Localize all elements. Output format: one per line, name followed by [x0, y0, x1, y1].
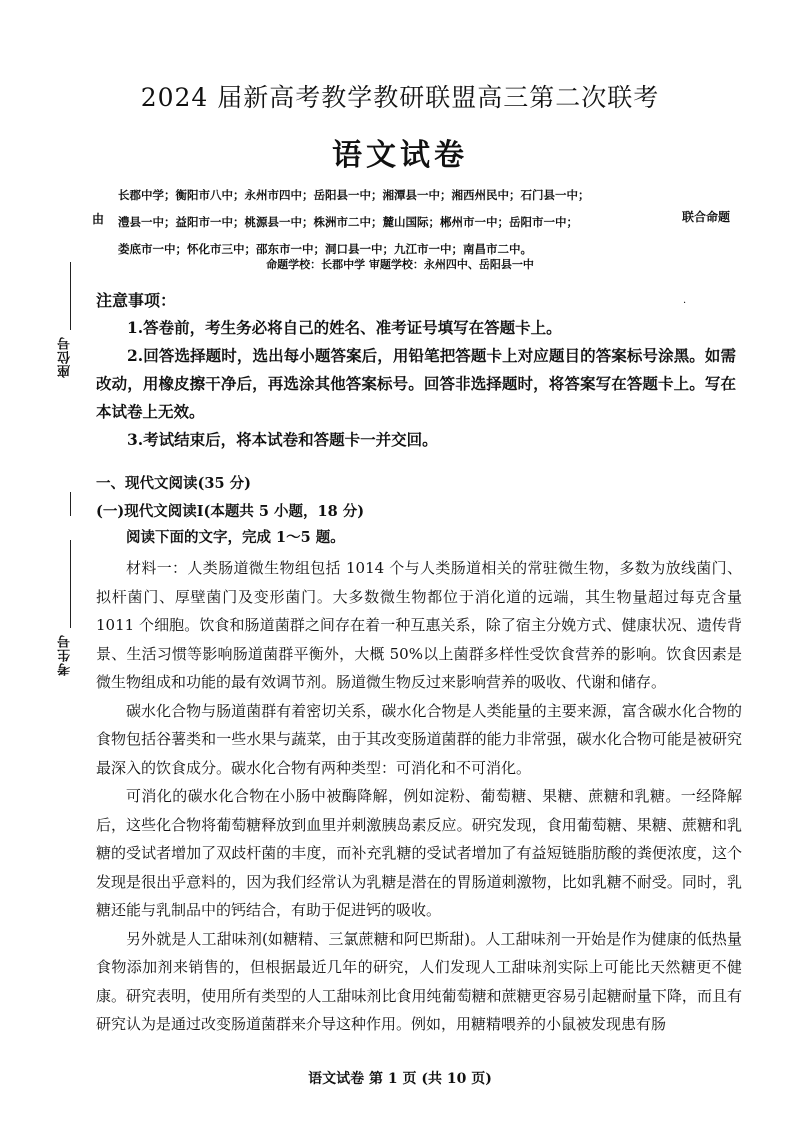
page-footer: 语文试卷 第 1 页 (共 10 页) — [308, 1071, 492, 1087]
exam-title: 2024 届新高考教学教研联盟高三第二次联考 — [140, 83, 660, 112]
passage-paragraph: 另外就是人工甜味剂(如糖精、三氯蔗糖和阿巴斯甜)。人工甜味剂一开始是作为健康的低热量食物添加剂来销售的，但根据最近几年的研究，人们发现人工甜味剂实际上可能比天然糖更不健康。研究表明，使用所有类型的人工甜味剂比食用纯葡萄糖和蔗糖更容易引起糖耐量下降，而且有研究认为是通过改变肠道菌群来介导这种作用。例如，用糖精喂养的小鼠被发现患有肠 — [96, 929, 742, 1033]
reading-instruction: 阅读下面的文字，完成 1～5 题。 — [126, 529, 345, 546]
passage-paragraph: 碳水化合物与肠道菌群有着密切关系，碳水化合物是人类能量的主要来源，富含碳水化合物的食物包括谷薯类和一些水果与蔬菜，由于其改变肠道菌群的能力非常强，碳水化合物可能是被研究最深入的饮食成分。碳水化合物有两种类型：可消化和不可消化。 — [96, 701, 742, 777]
margin-tick-mark — [70, 492, 71, 516]
exam-id-label: 考生号 — [58, 634, 73, 676]
seat-number-line — [70, 262, 71, 330]
school-list — [118, 182, 678, 263]
setter-schools: 命题学校：长郡中学 审题学校：永州四中、岳阳县一中 — [266, 258, 534, 271]
notice-item: 3.考试结束后，将本试卷和答题卡一并交回。 — [127, 430, 438, 449]
notice-heading: 注意事项： — [96, 291, 177, 310]
paper-subtitle: 语文试卷 — [332, 138, 468, 173]
notice-list — [96, 314, 736, 454]
notice-item: 2.回答选择题时，选出每小题答案后，用铅笔把答题卡上对应题目的答案标号涂黑。如需改动，用橡皮擦干净后，再选涂其他答案标号。回答非选择题时，将答案写在答题卡上。写在本试卷上无效。 — [96, 346, 736, 421]
school-list-prefix: 由 — [92, 212, 105, 226]
section-heading: 一、现代文阅读(35 分) — [96, 475, 251, 492]
school-line-3: 娄底市一中；怀化市三中；邵东市一中；洞口县一中；九江市一中；南昌市二中。 — [118, 242, 532, 256]
passage-paragraph: 可消化的碳水化合物在小肠中被酶降解，例如淀粉、葡萄糖、果糖、蔗糖和乳糖。一经降解后，这些化合物将葡萄糖释放到血里并刺激胰岛素反应。研究发现，食用葡萄糖、果糖、蔗糖和乳糖的受试者增加了双歧杆菌的丰度，而补充乳糖的受试者增加了有益短链脂肪酸的粪便浓度，这个发现是很出乎意料的，因为我们经常认为乳糖是潜在的胃肠道刺激物，比如乳糖不耐受。同时，乳糖还能与乳制品中的钙结合，有助于促进钙的吸收。 — [96, 787, 742, 919]
school-line-1: 长郡中学；衡阳市八中；永州市四中；岳阳县一中；湘潭县一中；湘西州民中；石门县一中； — [118, 188, 590, 202]
school-line-2: 澧县一中；益阳市一中；桃源县一中；株洲市二中；麓山国际；郴州市一中；岳阳市一中； — [118, 215, 578, 229]
notice-item: 1.答卷前，考生务必将自己的姓名、准考证号填写在答题卡上。 — [127, 318, 562, 337]
subsection-heading: (一)现代文阅读Ⅰ(本题共 5 小题，18 分) — [96, 503, 365, 520]
school-list-suffix: 联合命题 — [682, 210, 731, 224]
passage-paragraph: 材料一：人类肠道微生物组包括 1014 个与人类肠道相关的常驻微生物，多数为放线菌门、拟杆菌门、厚壁菌门及变形菌门。大多数微生物都位于消化道的远端，其生物量超过每克含量 1011 个细胞。饮食和肠道菌群之间存在着一种互惠关系，除了宿主分娩方式、健康状况、遗传背景、生活习惯等影响肠道菌群平衡外，大概 50%以上菌群多样性受饮食营养的影响。饮食因素是微生物组成和功能的最有效调节剂。肠道微生物反过来影响营养的吸收、代谢和储存。 — [96, 559, 742, 691]
reading-passage — [96, 554, 742, 1039]
seat-number-label: 座位号 — [58, 336, 73, 378]
stray-mark: · — [683, 298, 687, 309]
exam-id-line — [70, 540, 71, 628]
